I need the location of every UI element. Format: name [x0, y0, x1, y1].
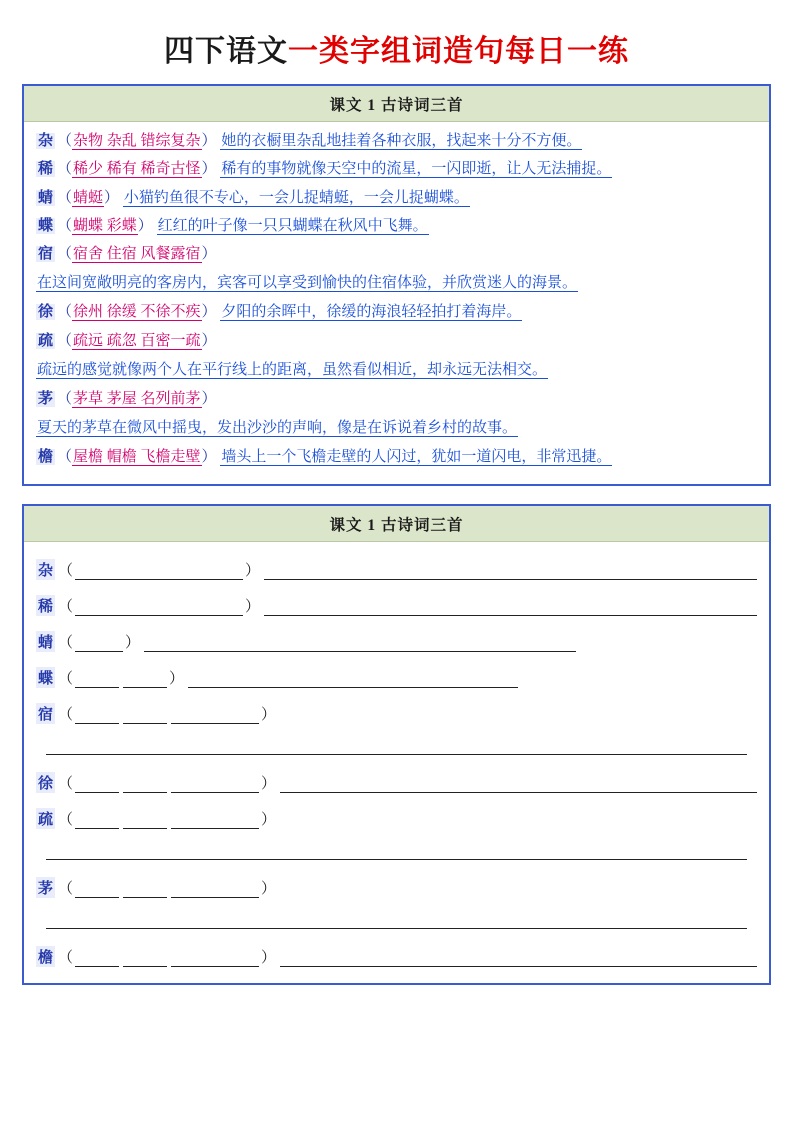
paren-close: ）: [137, 217, 153, 234]
word-blank[interactable]: [171, 778, 259, 793]
sentence-blank-full[interactable]: [46, 845, 747, 860]
word-blank[interactable]: [75, 601, 243, 616]
word-blank[interactable]: [75, 673, 119, 688]
entry-character: 宿: [38, 246, 54, 262]
paren-open: （: [57, 449, 73, 465]
practice-character: 檐: [36, 946, 55, 967]
paren-open: （: [58, 635, 74, 652]
entry-sentence: 夕阳的余晖中，徐缓的海浪轻轻拍打着海岸。: [221, 304, 522, 321]
entry-row: [36, 158, 757, 181]
practice-row: [36, 658, 757, 688]
paren-close: ）: [201, 133, 217, 149]
practice-row: [36, 799, 757, 829]
section-answers-header: 课文 1 古诗词三首: [24, 86, 769, 122]
practice-character: 宿: [36, 703, 55, 724]
paren-close: ）: [201, 449, 217, 465]
paren-close: ）: [104, 189, 120, 206]
paren-close: ）: [201, 390, 217, 407]
practice-character: 疏: [36, 808, 55, 829]
entry-words: 宿舍 住宿 风餐露宿: [73, 246, 201, 262]
paren-open: （: [57, 246, 73, 262]
word-blank[interactable]: [123, 814, 167, 829]
word-blank[interactable]: [171, 952, 259, 967]
practice-row: [36, 550, 757, 580]
paren-open: （: [58, 812, 74, 829]
entry-row: [36, 130, 757, 153]
paren-open: （: [58, 950, 74, 967]
paren-close: ）: [245, 563, 261, 580]
entry-words: 蝴蝶 彩蝶: [73, 217, 137, 234]
word-blank[interactable]: [123, 709, 167, 724]
paren-close: ）: [245, 599, 261, 616]
practice-character: 徐: [36, 772, 55, 793]
entry-sentence: 墙头上一个飞檐走壁的人闪过，犹如一道闪电，非常迅捷。: [221, 449, 612, 465]
word-blank[interactable]: [123, 883, 167, 898]
practice-row: [36, 694, 757, 724]
practice-character: 蜻: [36, 631, 55, 652]
entry-row: [36, 446, 757, 469]
sentence-blank[interactable]: [144, 637, 576, 652]
practice-row: [36, 937, 757, 967]
entry-character: 杂: [38, 133, 54, 149]
section-practice-body: [24, 542, 769, 983]
sentence-blank[interactable]: [280, 778, 757, 793]
entry-row: [36, 301, 757, 324]
entry-words: 屋檐 帽檐 飞檐走壁: [73, 449, 201, 465]
paren-open: （: [57, 161, 73, 178]
practice-row: [36, 763, 757, 793]
entry-sentence: 稀有的事物就像天空中的流星，一闪即逝，让人无法捕捉。: [221, 161, 612, 178]
entry-character: 蜻: [38, 189, 54, 206]
entry-character: 稀: [38, 161, 54, 178]
practice-row: [36, 868, 757, 898]
entry-sentence-row: [36, 358, 757, 382]
word-blank[interactable]: [75, 637, 123, 652]
paren-close: ）: [125, 635, 141, 652]
word-blank[interactable]: [123, 952, 167, 967]
paren-close: ）: [201, 161, 217, 178]
entry-sentence: 疏远的感觉就像两个人在平行线上的距离，虽然看似相近，却永远无法相交。: [37, 361, 548, 378]
sentence-blank[interactable]: [188, 673, 518, 688]
entry-words: 杂物 杂乱 错综复杂: [73, 133, 201, 149]
entry-row: [36, 187, 757, 210]
entry-sentence: 在这间宽敞明亮的客房内，宾客可以享受到愉快的住宿体验，并欣赏迷人的海景。: [37, 275, 578, 292]
paren-open: （: [57, 304, 73, 321]
entry-sentence: 她的衣橱里杂乱地挂着各种衣服，找起来十分不方便。: [221, 133, 582, 149]
entry-row: [36, 243, 757, 266]
paren-open: （: [57, 390, 73, 407]
section-answers-body: [24, 122, 769, 484]
paren-open: （: [57, 217, 73, 234]
paren-open: （: [58, 881, 74, 898]
sentence-blank[interactable]: [264, 601, 757, 616]
practice-character: 茅: [36, 877, 55, 898]
paren-open: （: [58, 776, 74, 793]
page-title-suffix: 一类字组词造句每日一练: [288, 35, 629, 68]
word-blank[interactable]: [171, 709, 259, 724]
word-blank[interactable]: [75, 814, 119, 829]
paren-close: ）: [261, 812, 277, 829]
word-blank[interactable]: [75, 778, 119, 793]
practice-character: 杂: [36, 559, 55, 580]
entry-character: 疏: [38, 332, 54, 349]
entry-words: 疏远 疏忽 百密一疏: [73, 332, 201, 349]
entry-sentence-row: [36, 271, 757, 295]
entry-row: [36, 215, 757, 238]
entry-sentence: 夏天的茅草在微风中摇曳，发出沙沙的声响，像是在诉说着乡村的故事。: [37, 420, 518, 436]
paren-close: ）: [261, 950, 277, 967]
sentence-blank-full[interactable]: [46, 914, 747, 929]
entry-sentence: 红红的叶子像一只只蝴蝶在秋风中飞舞。: [157, 217, 428, 234]
entry-row: [36, 330, 757, 353]
word-blank[interactable]: [171, 883, 259, 898]
paren-open: （: [58, 599, 74, 616]
word-blank[interactable]: [123, 673, 167, 688]
entry-row: [36, 388, 757, 411]
word-blank[interactable]: [75, 709, 119, 724]
paren-open: （: [57, 189, 73, 206]
entry-words: 茅草 茅屋 名列前茅: [73, 390, 201, 407]
practice-character: 蝶: [36, 667, 55, 688]
paren-open: （: [58, 563, 74, 580]
paren-close: ）: [201, 304, 217, 321]
paren-close: ）: [261, 881, 277, 898]
sentence-blank[interactable]: [264, 565, 757, 580]
word-blank[interactable]: [75, 883, 119, 898]
paren-open: （: [58, 671, 74, 688]
paren-close: ）: [201, 332, 217, 349]
practice-row: [36, 586, 757, 616]
word-blank[interactable]: [123, 778, 167, 793]
section-answers: [22, 84, 771, 486]
word-blank[interactable]: [171, 814, 259, 829]
paren-close: ）: [169, 671, 185, 688]
entry-words: 稀少 稀有 稀奇古怪: [73, 161, 201, 178]
paren-open: （: [57, 332, 73, 349]
paren-close: ）: [261, 776, 277, 793]
word-blank[interactable]: [75, 952, 119, 967]
paren-close: ）: [201, 246, 217, 262]
entry-sentence-row: [36, 416, 757, 440]
paren-open: （: [58, 707, 74, 724]
entry-words: 徐州 徐缓 不徐不疾: [73, 304, 201, 321]
paren-open: （: [57, 133, 73, 149]
practice-character: 稀: [36, 595, 55, 616]
section-practice: [22, 504, 771, 985]
entry-character: 徐: [38, 304, 54, 321]
sentence-blank[interactable]: [280, 952, 757, 967]
entry-character: 檐: [38, 449, 54, 465]
paren-close: ）: [261, 707, 277, 724]
section-practice-header: 课文 1 古诗词三首: [24, 506, 769, 542]
entry-words: 蜻蜓: [73, 189, 104, 206]
page-title: [22, 26, 771, 70]
page-title-prefix: 四下语文: [164, 35, 288, 68]
practice-row: [36, 622, 757, 652]
entry-sentence: 小猫钓鱼很不专心，一会儿捉蜻蜓，一会儿捉蝴蝶。: [123, 189, 469, 206]
entry-character: 蝶: [38, 217, 54, 234]
word-blank[interactable]: [75, 565, 243, 580]
entry-character: 茅: [38, 390, 54, 407]
sentence-blank-full[interactable]: [46, 740, 747, 755]
